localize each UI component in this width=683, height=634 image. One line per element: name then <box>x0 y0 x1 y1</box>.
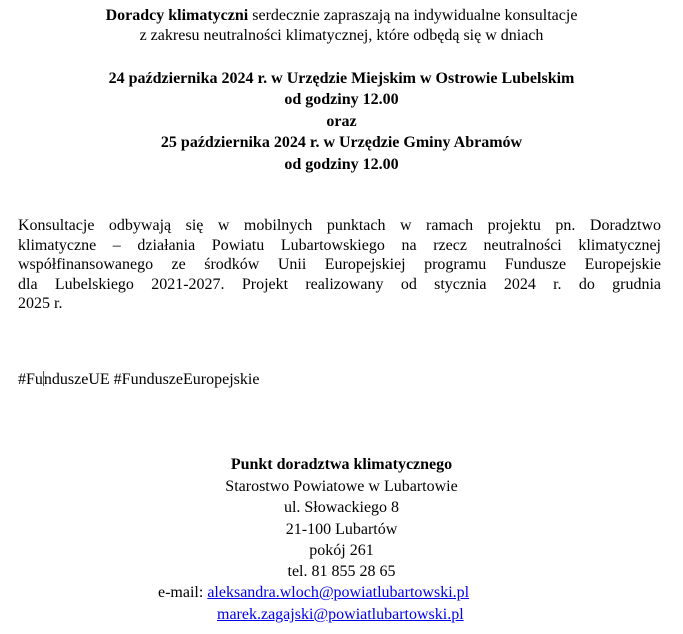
email-link-2[interactable]: marek.zagajski@powiatlubartowski.pl <box>217 606 464 623</box>
contact-room: pokój 261 <box>309 542 374 559</box>
email-link-1[interactable]: aleksandra.wloch@powiatlubartowski.pl <box>207 584 470 601</box>
body-line-1: Konsultacje odbywają się w mobilnych punktach w ramach projektu pn. Doradztwo <box>18 217 661 234</box>
hashtag-part-1: #Fu <box>18 371 43 388</box>
intro-line-1 <box>0 6 683 25</box>
contact-heading: Punkt doradztwa klimatycznego <box>230 456 453 473</box>
body-line-3: współfinansowanego ze środków Unii Europejskiej programu Fundusze Europejskie <box>18 256 661 273</box>
contact-office: Starostwo Powiatowe w Lubartowie <box>225 478 458 495</box>
intro-line-1-rest: serdecznie zapraszają na indywidualne konsultacje <box>248 7 578 24</box>
contact-email-line-1 <box>158 583 469 602</box>
contact-postal: 21-100 Lubartów <box>285 521 398 538</box>
body-paragraph <box>18 216 661 314</box>
event-conjunction: oraz <box>326 113 357 130</box>
contact-email-line-2 <box>217 605 464 624</box>
hashtag-part-2: nduszeUE #FunduszeEuropejskie <box>43 371 260 388</box>
event-1-time: od godziny 12.00 <box>284 91 399 108</box>
email-label: e-mail: <box>158 584 208 601</box>
body-line-2: klimatyczne – działania Powiatu Lubartowskiego na rzecz neutralności klimatycznej <box>18 236 661 254</box>
contact-phone: tel. 81 855 28 65 <box>287 563 396 580</box>
intro-bold-lead: Doradcy klimatyczni <box>105 7 249 24</box>
contact-street: ul. Słowackiego 8 <box>283 499 400 516</box>
intro-line-2: z zakresu neutralności klimatycznej, które odbędą się w dniach <box>139 27 544 44</box>
event-2-heading: 25 października 2024 r. w Urzędzie Gminy Abramów <box>160 134 523 151</box>
event-1-heading: 24 października 2024 r. w Urzędzie Miejskim w Ostrowie Lubelskim <box>108 70 575 87</box>
event-2-time: od godziny 12.00 <box>284 156 399 173</box>
body-line-4: dla Lubelskiego 2021-2027. Projekt realizowany od stycznia 2024 r. do grudnia <box>18 275 661 293</box>
body-line-5: 2025 r. <box>18 295 63 312</box>
hashtags <box>18 370 259 389</box>
